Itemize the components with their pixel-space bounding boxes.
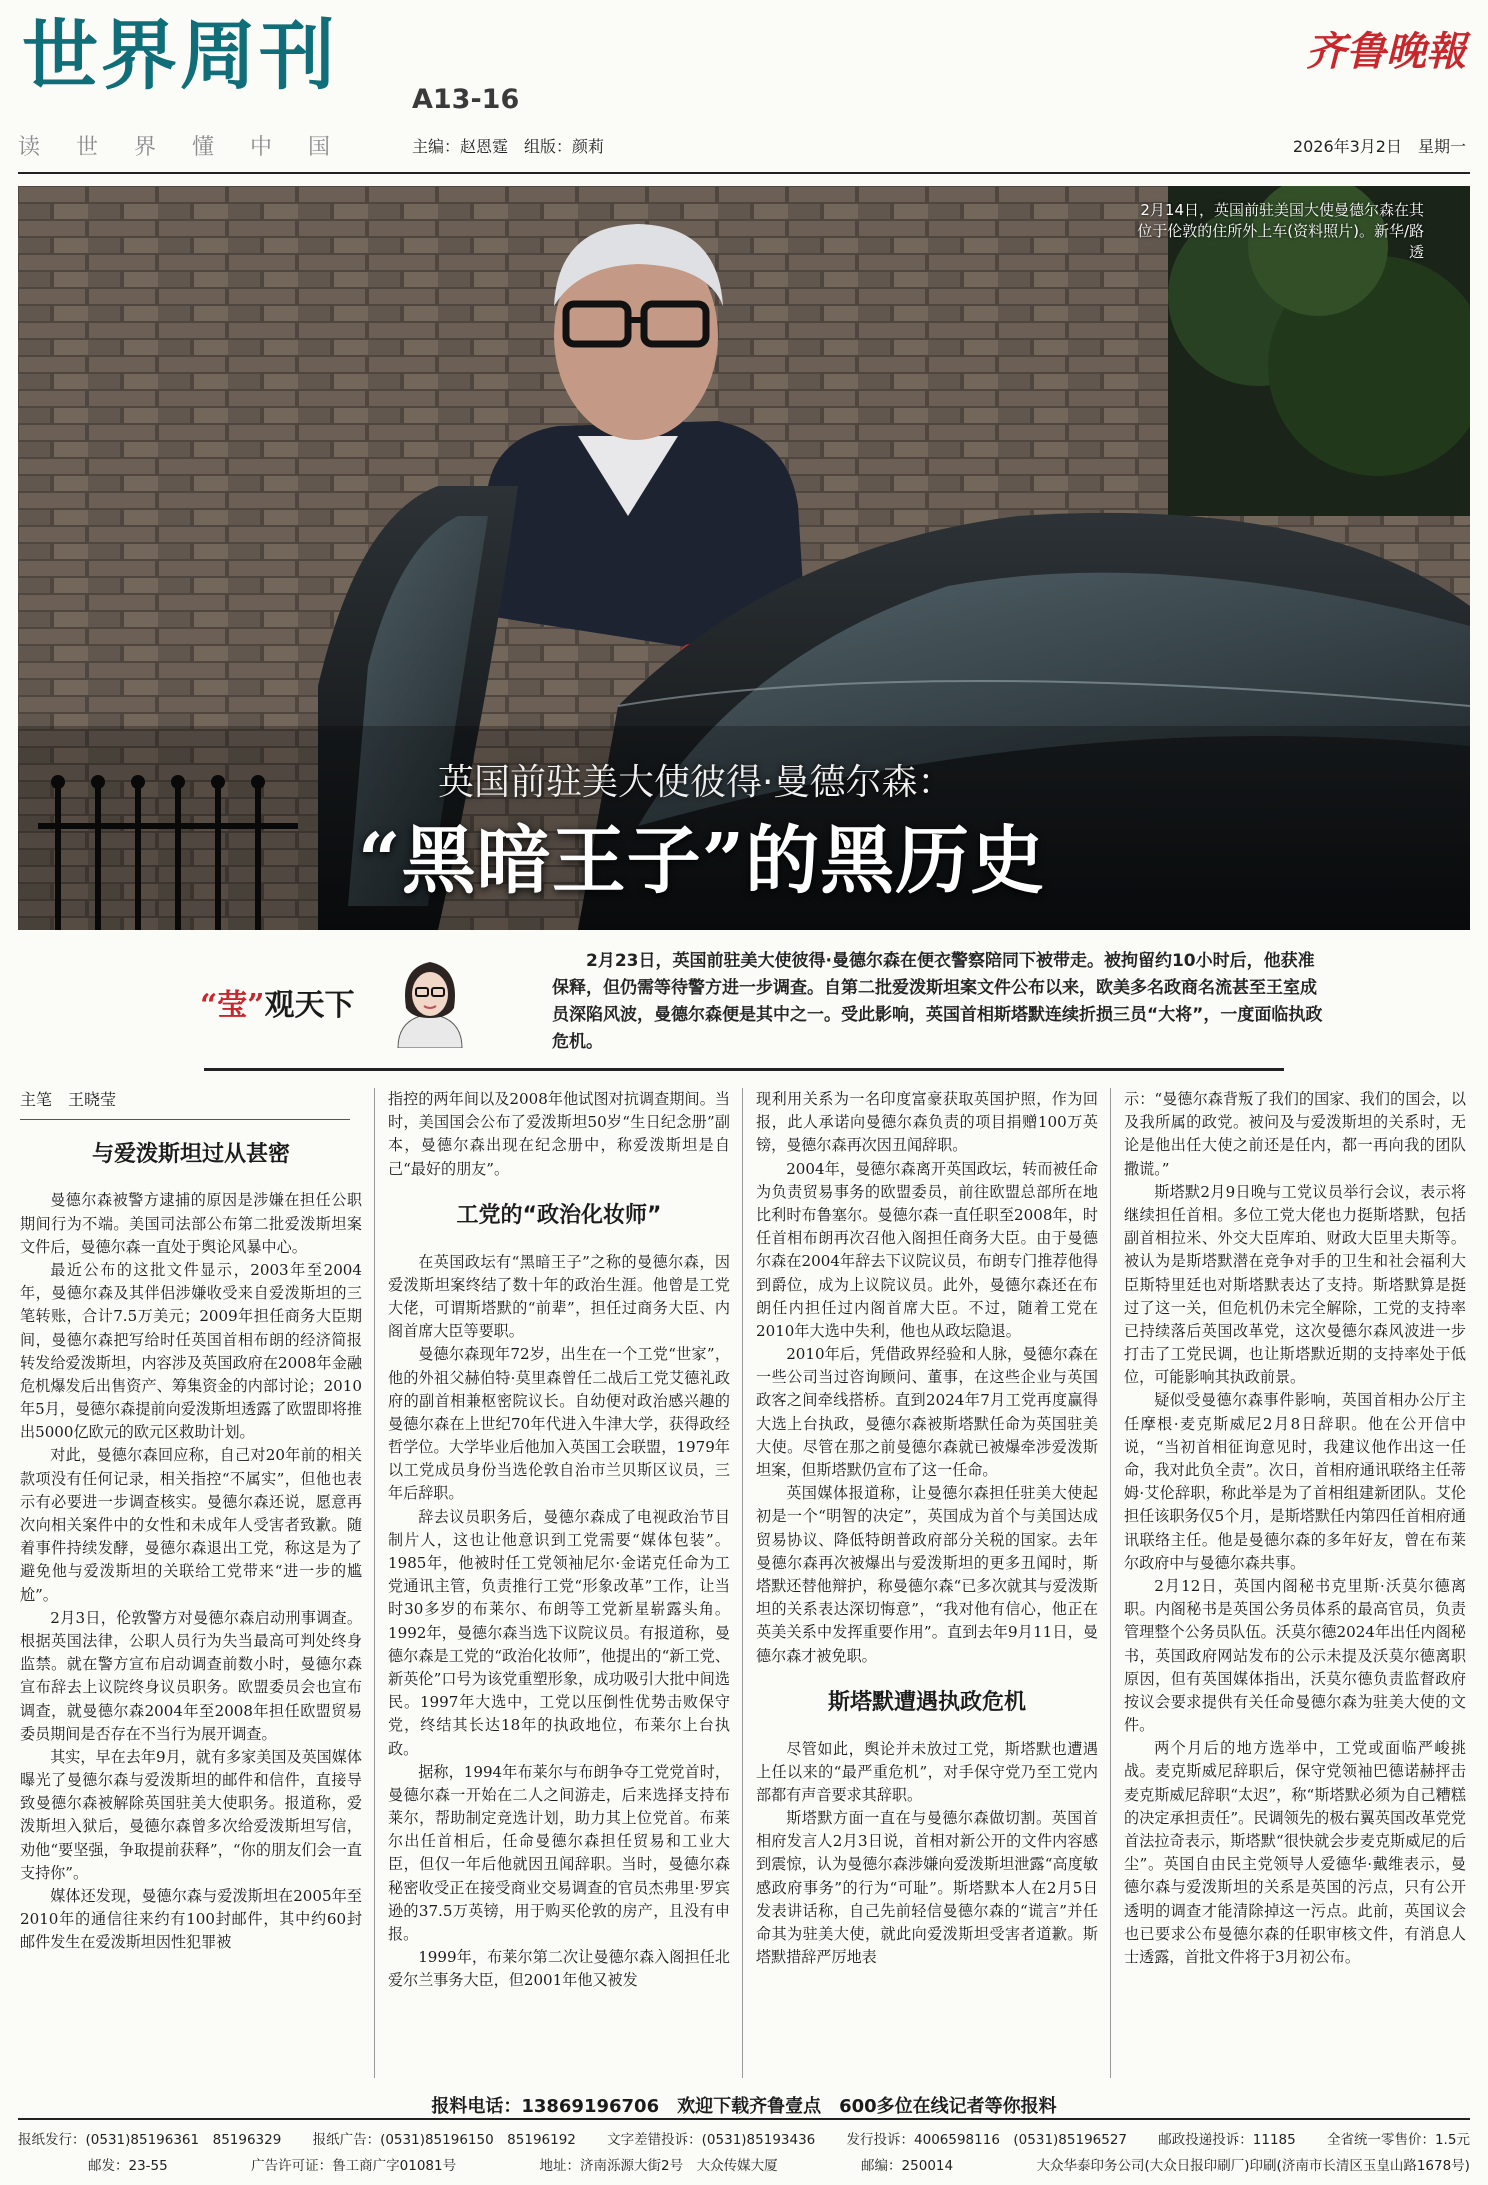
masthead-divider — [18, 172, 1470, 174]
paragraph: 其实，早在去年9月，就有多家美国及英国媒体曝光了曼德尔森与爱泼斯坦的邮件和信件，直接导致曼德尔森被解除英国驻美大使职务。报道称，爱泼斯坦入狱后，曼德尔森曾多次给爱泼斯坦写信，劝他“要坚强，争取提前获释”，“你的朋友们会一直支持你”。 — [20, 1747, 362, 1882]
paragraph: 疑似受曼德尔森事件影响，英国首相办公厅主任摩根·麦克斯威尼2月8日辞职。他在公开信中说，“当初首相征询意见时，我建议他作出这一任命，我对此负全责”。次日，首相府通讯联络主任蒂姆·艾伦辞职，称此举是为了首相组建新团队。艾伦担任该职务仅5个月，是斯塔默任内第四任首相府通讯联络主任。他是曼德尔森的多年好友，曾在布莱尔政府中与曼德尔森共事。 — [1124, 1391, 1466, 1572]
paragraph: 斯塔默方面一直在与曼德尔森做切割。英国首相府发言人2月3日说，首相对新公开的文件内容感到震惊，认为曼德尔森涉嫌向爱泼斯坦泄露“高度敏感政府事务”的行为“可耻”。斯塔默本人在2月5日发表讲话称，自己先前轻信曼德尔森的“谎言”并任命其为驻美大使，就此向爱泼斯坦受害者道歉。斯塔默措辞严厉地表 — [756, 1809, 1098, 1967]
paragraph: 2月3日，伦敦警方对曼德尔森启动刑事调查。根据英国法律，公职人员行为失当最高可判处终身监禁。就在警方宣布启动调查前数小时，曼德尔森宣布辞去上议院终身议员职务。欧盟委员会也宣布调查，就曼德尔森2004年至2008年担任欧盟贸易委员期间是否存在不当行为展开调查。 — [20, 1608, 362, 1743]
paragraph: 曼德尔森现年72岁，出生在一个工党“世家”，他的外祖父赫伯特·莫里森曾任二战后工党艾德礼政府的副首相兼枢密院议长。自幼便对政治感兴趣的曼德尔森在上世纪70年代进入牛津大学，获得政经哲学位。大学毕业后他加入英国工会联盟，1979年以工党成员身份当选伦敦自治市兰贝斯区议员，三年后辞职。 — [388, 1345, 730, 1503]
issue-date: 2026年3月2日 星期一 — [1292, 137, 1466, 156]
paragraph: 辞去议员职务后，曼德尔森成了电视政治节目制片人，这也让他意识到工党需要“媒体包装”。1985年，他被时任工党领袖尼尔·金诺克任命为工党通讯主管，负责推行工党“形象改革”工作，让当时30多岁的布莱尔、布朗等工党新星崭露头角。1992年，曼德尔森当选下议院议员。有报道称，曼德尔森是工党的“政治化妆师”，他提出的“新工党、新英伦”口号为该党重塑形象，成功吸引大批中间选民。1997年大选中，工党以压倒性优势击败保守党，终结其长达18年的执政地位，布莱尔上台执政。 — [388, 1507, 730, 1758]
lead-divider — [204, 1068, 1284, 1071]
main-headline: “黑暗王子”的黑历史 — [358, 818, 1046, 904]
paragraph: 曼德尔森被警方逮捕的原因是涉嫌在担任公职期间行为不端。美国司法部公布第二批爱泼斯坦案文件后，曼德尔森一直处于舆论风暴中心。 — [20, 1191, 362, 1256]
paragraph: 示：“曼德尔森背叛了我们的国家、我们的国会，以及我所属的政党。被问及与爱泼斯坦的关系时，无论是他出任大使之前还是任内，都一再向我的团队撒谎。” — [1124, 1090, 1466, 1178]
footer-item: 地址：济南泺源大街2号 大众传媒大厦 — [539, 2158, 778, 2174]
footer-divider — [18, 2118, 1470, 2120]
paragraph: 在英国政坛有“黑暗王子”之称的曼德尔森，因爱泼斯坦案终结了数十年的政治生涯。他曾是工党大佬，可谓斯塔默的“前辈”，担任过商务大臣、内阁首席大臣等要职。 — [388, 1252, 730, 1341]
paragraph: 最近公布的这批文件显示，2003年至2004年，曼德尔森及其伴侣涉嫌收受来自爱泼斯坦的三笔转账，合计7.5万美元；2009年担任商务大臣期间，曼德尔森把写给时任英国首相布朗的经济简报转发给爱泼斯坦，内容涉及英国政府在2008年金融危机爆发后出售资产、筹集资金的内部讨论；2010年5月，曼德尔森提前向爱泼斯坦透露了欧盟即将推出5000亿欧元的欧元区救助计划。 — [20, 1260, 362, 1442]
byline: 主笔 王晓莹 — [20, 1088, 350, 1120]
column-brand-accent: “莹” — [200, 988, 265, 1023]
hotline-banner: 报料电话：13869196706 欢迎下载齐鲁壹点 600多位在线记者等你报料 — [431, 2096, 1057, 2117]
footer-item: 报纸广告：(0531)85196150 85196192 — [312, 2132, 576, 2148]
footer-item: 邮编：250014 — [861, 2158, 954, 2174]
column-divider — [374, 1088, 375, 2078]
article-column-1 — [20, 1088, 362, 2078]
paragraph: 对此，曼德尔森回应称，自己对20年前的相关款项没有任何记录，相关指控“不属实”，但他也表示有必要进一步调查核实。曼德尔森还说，愿意再次向相关案件中的女性和未成年人受害者致歉。随着事件持续发酵，曼德尔森退出工党，称这是为了避免他与爱泼斯坦的关联给工党带来“进一步的尴尬”。 — [20, 1446, 362, 1604]
article-column-3 — [756, 1088, 1098, 2078]
footer-item: 报纸发行：(0531)85196361 85196329 — [18, 2132, 282, 2148]
paragraph: 2月12日，英国内阁秘书克里斯·沃莫尔德离职。内阁秘书是英国公务员体系的最高官员，负责管理整个公务员队伍。沃莫尔德2024年出任内阁秘书，英国政府网站发布的公示未提及沃莫尔德离职原因，但有英国媒体指出，沃莫尔德负责监督政府按议会要求提供有关任命曼德尔森为驻美大使的文件。 — [1124, 1576, 1466, 1735]
footer-item: 邮发：23-55 — [88, 2158, 168, 2174]
photo-caption: 2月14日，英国前驻美国大使曼德尔森在其位于伦敦的住所外上车(资料照片)。新华/路透 — [1137, 201, 1424, 261]
paragraph: 媒体还发现，曼德尔森与爱泼斯坦在2005年至2010年的通信往来约有100封邮件，其中约60封邮件发生在爱泼斯坦因性犯罪被 — [20, 1887, 362, 1952]
footer-item: 邮政投递投诉：11185 — [1158, 2132, 1296, 2148]
paragraph: 现利用关系为一名印度富豪获取英国护照，作为回报，此人承诺向曼德尔森负责的项目捐赠100万英镑，曼德尔森再次因丑闻辞职。 — [756, 1090, 1098, 1155]
column-brand — [200, 980, 355, 1024]
paragraph: 2004年，曼德尔森离开英国政坛，转而被任命为负责贸易事务的欧盟委员，前往欧盟总部所在地比利时布鲁塞尔。曼德尔森一直任职至2008年，时任首相布朗再次召他入阁担任商务大臣。由于曼德尔森在2004年辞去下议院议员，布朗专门推荐他得到爵位，成为上议院议员。此外，曼德尔森还在布朗任内担任过内阁首席大臣。不过，随着工党在2010年大选中失利，他也从政坛隐退。 — [756, 1159, 1098, 1340]
article-column-2 — [388, 1088, 730, 2078]
paragraph: 两个月后的地方选举中，工党或面临严峻挑战。麦克斯威尼辞职后，保守党领袖巴德诺赫抨击麦克斯威尼辞职“太迟”，称“斯塔默必须为自己糟糕的决定承担责任”。民调领先的极右翼英国改革党党首法拉奇表示，斯塔默“很快就会步麦克斯威尼的后尘”。英国自由民主党领导人爱德华·戴维表示，曼德尔森与爱泼斯坦的关系是英国的污点，只有公开透明的调查才能清除掉这一污点。此前，英国议会也已要求公布曼德尔森的任职审核文件，有消息人士透露，首批文件将于3月初公布。 — [1124, 1739, 1466, 1966]
paragraph: 据称，1994年布莱尔与布朗争夺工党党首时，曼德尔森一开始在二人之间游走，后来选择支持布莱尔，帮助制定竞选计划，助力其上位党首。布莱尔出任首相后，任命曼德尔森担任贸易和工业大臣，但仅一年后他就因丑闻辞职。当时，曼德尔森秘密收受正在接受商业交易调查的官员杰弗里·罗宾逊的37.5万英镑，用于购买伦敦的房产，且没有申报。 — [388, 1762, 730, 1943]
columnist-avatar-icon — [388, 948, 472, 1048]
paragraph: 英国媒体报道称，让曼德尔森担任驻美大使起初是一个“明智的决定”，英国成为首个与美国达成贸易协议、降低特朗普政府部分关税的国家。去年曼德尔森再次被爆出与爱泼斯坦的更多丑闻时，斯塔默还替他辩护，称曼德尔森“已多次就其与爱泼斯坦的关系表达深切悔意”，“我对他有信心，他正在英美关系中发挥重要作用”。直到去年9月11日，曼德尔森才被免职。 — [756, 1484, 1098, 1665]
footer-contacts — [18, 2128, 1470, 2148]
footer-item: 全省统一零售价：1.5元 — [1326, 2132, 1470, 2148]
page-range: A13-16 — [412, 84, 520, 115]
paragraph: 尽管如此，舆论并未放过工党，斯塔默也遭遇上任以来的“最严重危机”，对手保守党乃至工党内部都有声音要求其辞职。 — [756, 1739, 1098, 1804]
article-lead: 2月23日，英国前驻美大使彼得·曼德尔森在便衣警察陪同下被带走。被拘留约10小时后，他获准保释，但仍需等待警方进一步调查。自第二批爱泼斯坦案文件公布以来，欧美多名政商名流甚至王室成员深陷风波，曼德尔森便是其中之一。受此影响，英国首相斯塔默连续折损三员“大将”，一度面临执政危机。 — [552, 951, 1323, 1052]
paragraph: 指控的两年间以及2008年他试图对抗调查期间。当时，美国国会公布了爱泼斯坦50岁“生日纪念册”副本，曼德尔森出现在纪念册中，称爱泼斯坦是自己“最好的朋友”。 — [388, 1090, 730, 1178]
column-brand-rest: 观天下 — [264, 988, 355, 1023]
section-slogan: 读世界懂中国 — [18, 135, 367, 160]
editors-credit: 主编：赵恩霆 组版：颜莉 — [412, 137, 605, 156]
footer-item: 广告许可证：鲁工商广字01081号 — [251, 2158, 457, 2174]
article-body — [20, 1088, 1468, 2088]
column-divider — [1110, 1088, 1111, 2078]
paragraph: 斯塔默2月9日晚与工党议员举行会议，表示将继续担任首相。多位工党大佬也力挺斯塔默，包括副首相拉米、外交大臣库珀、财政大臣里夫斯等。被认为是斯塔默潜在竞争对手的卫生和社会福利大臣斯特里廷也对斯塔默表达了支持。斯塔默算是挺过了这一关，但危机仍未完全解除，工党的支持率已持续落后英国改革党，这次曼德尔森风波进一步打击了工党民调，也让斯塔默近期的支持率处于低位，可能影响其执政前景。 — [1124, 1182, 1466, 1387]
column-divider — [742, 1088, 743, 2078]
paragraph: 1999年，布莱尔第二次让曼德尔森入阁担任北爱尔兰事务大臣，但2001年他又被发 — [388, 1948, 730, 1990]
footer-item: 发行投诉：4006598116 (0531)85196527 — [846, 2132, 1128, 2148]
paragraph: 2010年后，凭借政界经验和人脉，曼德尔森在一些公司当过咨询顾问、董事，在这些企业与英国政客之间牵线搭桥。直到2024年7月工党再度赢得大选上台执政，曼德尔森被斯塔默任命为英国驻美大使。尽管在那之前曼德尔森就已被爆牵涉爱泼斯坦案，但斯塔默仍宣布了这一任命。 — [756, 1345, 1098, 1479]
subheading-3: 斯塔默遭遇执政危机 — [827, 1689, 1026, 1715]
subheading-2: 工党的“政治化妆师” — [456, 1202, 662, 1228]
newspaper-logo: 齐鲁晚報 — [1306, 28, 1466, 75]
hero-photo — [18, 186, 1470, 930]
footer-imprint — [18, 2154, 1470, 2174]
footer-item: 文字差错投诉：(0531)85193436 — [607, 2132, 816, 2148]
article-column-4 — [1124, 1088, 1466, 2078]
subheading-1: 与爱泼斯坦过从甚密 — [91, 1141, 290, 1167]
footer-item: 大众华泰印务公司(大众日报印刷厂)印刷(济南市长清区玉皇山路1678号) — [1036, 2158, 1470, 2174]
headline-kicker: 英国前驻美大使彼得·曼德尔森： — [438, 762, 954, 803]
section-title: 世界周刊 — [22, 11, 338, 100]
